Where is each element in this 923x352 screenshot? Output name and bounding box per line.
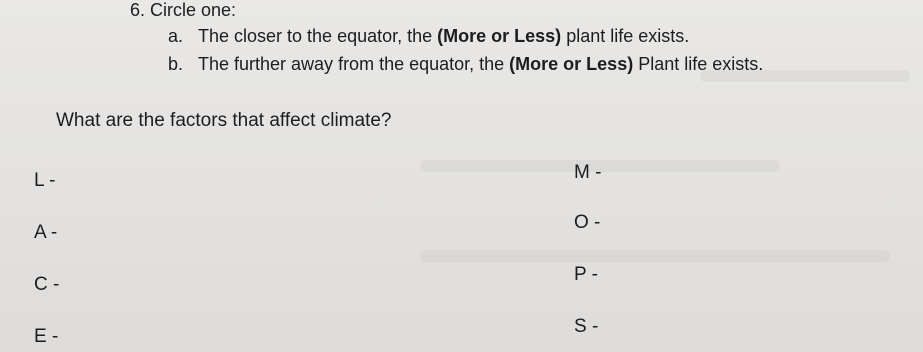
factor-c[interactable]: C -: [34, 274, 60, 295]
factor-e[interactable]: E -: [34, 326, 59, 347]
factor-m[interactable]: M -: [574, 162, 602, 183]
question-item-b: [168, 54, 763, 75]
item-text-before: The further away from the equator, the: [198, 54, 510, 74]
climate-question: What are the factors that affect climate?: [56, 110, 392, 131]
factor-o[interactable]: O -: [574, 212, 601, 233]
factor-l[interactable]: L -: [34, 170, 56, 191]
factor-a[interactable]: A -: [34, 222, 58, 243]
circle-choice[interactable]: (More or Less): [437, 26, 562, 46]
item-letter: a.: [168, 26, 184, 46]
question-number: 6. Circle one:: [130, 0, 237, 20]
factor-p[interactable]: P -: [574, 264, 598, 285]
question-item-a: [168, 26, 689, 47]
item-text-after: Plant life exists.: [633, 54, 764, 74]
item-text-before: The closer to the equator, the: [198, 26, 438, 46]
bleed-through-shadow: [420, 250, 890, 262]
item-text-after: plant life exists.: [561, 26, 690, 46]
item-letter: b.: [168, 54, 184, 74]
circle-choice[interactable]: (More or Less): [509, 54, 634, 74]
factor-s[interactable]: S -: [574, 316, 599, 337]
